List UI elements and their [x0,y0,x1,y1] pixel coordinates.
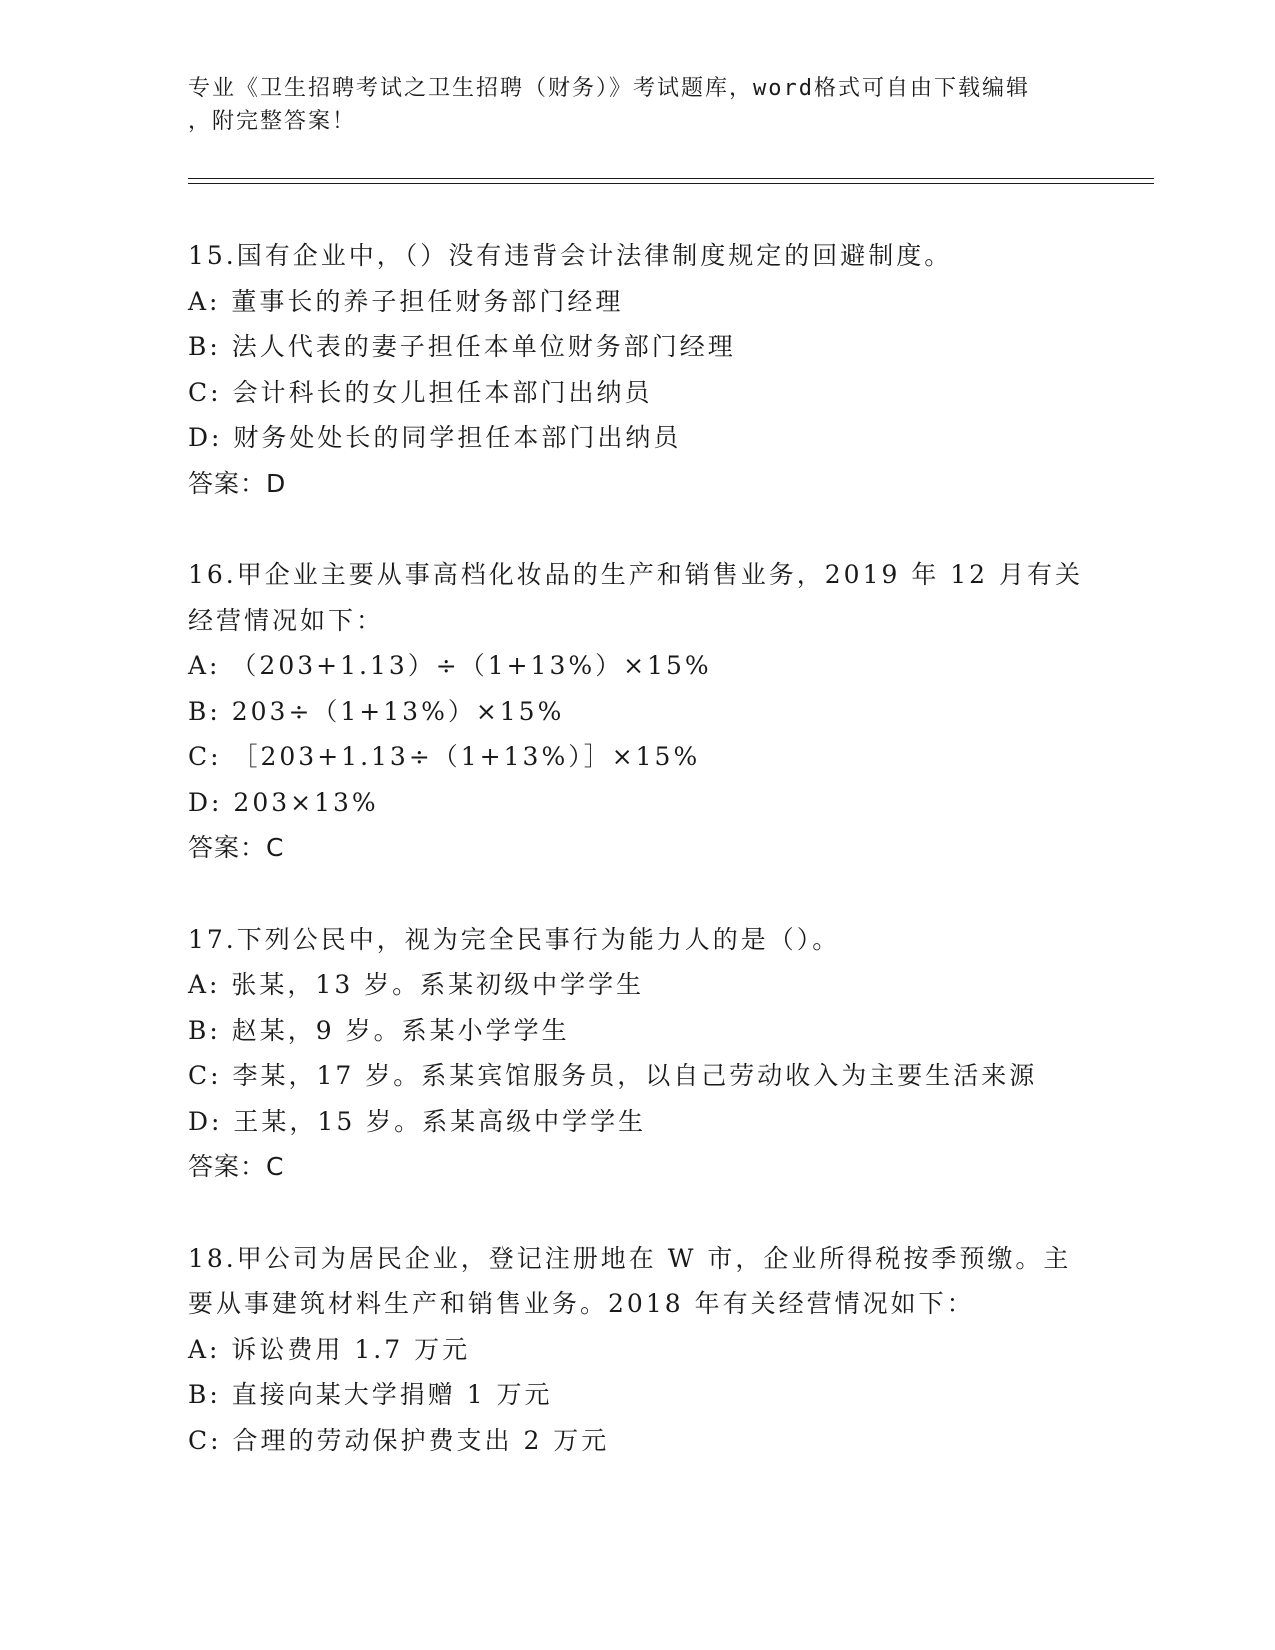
question-stem-line: 17.下列公民中，视为完全民事行为能力人的是（）。 [188,924,841,954]
question-stem [188,233,1108,279]
question-15 [188,233,1108,506]
option-c: C: 合理的劳动保护费支出 2 万元 [188,1425,610,1455]
option-b: B: 赵某，9 岁。系某小学学生 [188,1015,570,1045]
question-stem-line: 经营情况如下： [188,605,385,635]
option-c: C: ［203+1.13÷（1+13%）］×15% [188,742,701,771]
answer-line [188,825,1108,871]
header-line: 专业《卫生招聘考试之卫生招聘（财务）》考试题库，word格式可自由下载编辑 [188,76,1030,101]
option-b: B: 直接向某大学捐赠 1 万元 [188,1380,553,1409]
option-a: A: （203+1.13）÷（1+13%）×15% [188,651,712,680]
option-a: A: 董事长的养子担任财务部门经理 [188,286,624,316]
question-stem-line: 18.甲公司为居民企业，登记注册地在 W 市，企业所得税按季预缴。主 [188,1243,1072,1273]
option-d: D: 财务处处长的同学担任本部门出纳员 [188,423,682,452]
option-b: B: 法人代表的妻子担任本单位财务部门经理 [188,332,736,361]
header-divider-bottom [188,183,1154,184]
question-stem [188,1236,1108,1327]
answer-line [188,1144,1108,1190]
answer-value: C [266,1152,285,1181]
question-18 [188,1236,1108,1464]
document-header [188,72,1088,138]
option-c: C: 李某，17 岁。系某宾馆服务员，以自己劳动收入为主要生活来源 [188,1061,1038,1090]
option-a: A: 诉讼费用 1.7 万元 [188,1334,471,1364]
question-stem-line: 16.甲企业主要从事高档化妆品的生产和销售业务，2019 年 12 月有关 [188,560,1084,589]
header-divider-top [188,178,1154,179]
question-stem-line: 15.国有企业中，（）没有违背会计法律制度规定的回避制度。 [188,241,953,270]
question-stem [188,917,1108,963]
option-d: D: 203×13% [188,787,379,817]
question-stem-line: 要从事建筑材料生产和销售业务。2018 年有关经营情况如下： [188,1289,975,1318]
question-stem [188,552,1108,643]
answer-line [188,461,1108,507]
question-16 [188,552,1108,871]
option-b: B: 203÷（1+13%）×15% [188,696,565,726]
answer-label: 答案： [188,1152,267,1181]
answer-value: C [266,833,285,862]
option-d: D: 王某，15 岁。系某高级中学学生 [188,1106,647,1136]
option-a: A: 张某，13 岁。系某初级中学学生 [188,970,645,999]
question-list [188,233,1108,1509]
answer-value: D [266,468,287,498]
option-c: C: 会计科长的女儿担任本部门出纳员 [188,377,653,407]
question-17 [188,917,1108,1190]
answer-label: 答案： [188,468,267,498]
answer-label: 答案： [188,833,267,862]
header-line: ，附完整答案！ [188,109,357,134]
